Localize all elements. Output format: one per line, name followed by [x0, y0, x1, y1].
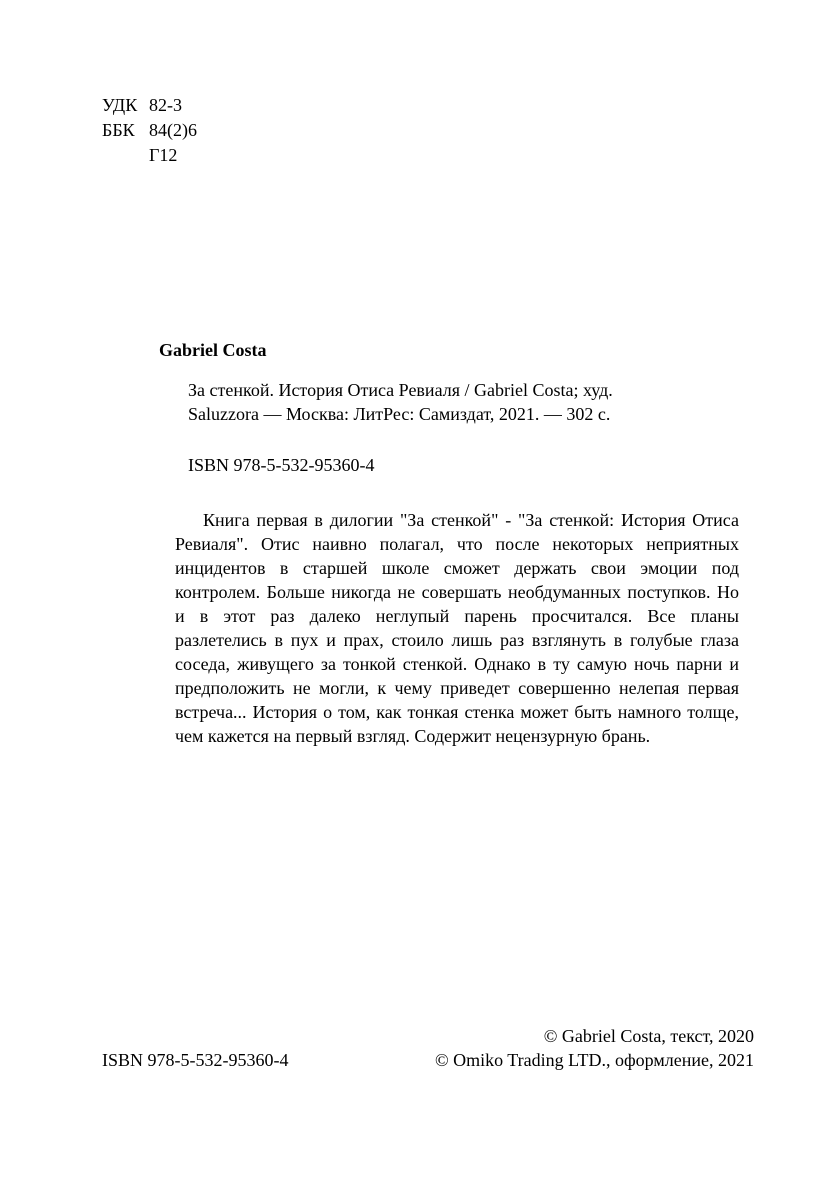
author-mark-row [102, 143, 197, 168]
copyright-design: © Omiko Trading LTD., оформление, 2021 [434, 1050, 754, 1070]
udk-value: 82-3 [149, 95, 182, 115]
author-mark: Г12 [149, 145, 178, 165]
bibliographic-entry-line-2: Saluzzora — Москва: ЛитРес: Самиздат, 2021. — 302 с. [188, 404, 611, 424]
classification-codes [102, 93, 197, 168]
bbk-value: 84(2)6 [149, 120, 197, 140]
author-heading: Gabriel Costa [159, 340, 267, 360]
bbk-row [102, 118, 197, 143]
footer-isbn: ISBN 978-5-532-95360-4 [102, 1050, 289, 1070]
isbn: ISBN 978-5-532-95360-4 [188, 455, 375, 475]
udk-row [102, 93, 197, 118]
copyright-text: © Gabriel Costa, текст, 2020 [543, 1026, 754, 1046]
copyright-block [435, 1024, 754, 1072]
bibliographic-entry [188, 378, 708, 426]
bibliographic-entry-line-1: За стенкой. История Отиса Ревиаля / Gabriel Costa; худ. [188, 380, 613, 400]
annotation: Книга первая в дилогии "За стенкой" - "За стенкой: История Отиса Ревиаля". Отис наивно полагал, что после некоторых неприятных инцидентов в старшей школе сможет держать свои эмоции под контролем. Больше никогда не совершать необдуманных поступков. Но и в этот раз далеко неглупый парень просчитался. Все планы разлетелись в пух и прах, стоило лишь раз взглянуть в голубые глаза соседа, живущего за тонкой стенкой. Однако в ту самую ночь парни и предположить не могли, к чему приведет совершенно нелепая первая встреча... История о том, как тонкая стенка может быть намного толще, чем кажется на первый взгляд. Содержит нецензурную брань. [175, 510, 739, 746]
bbk-label: ББК [102, 120, 135, 140]
udk-label: УДК [102, 95, 138, 115]
author-mark-spacer [102, 143, 149, 168]
